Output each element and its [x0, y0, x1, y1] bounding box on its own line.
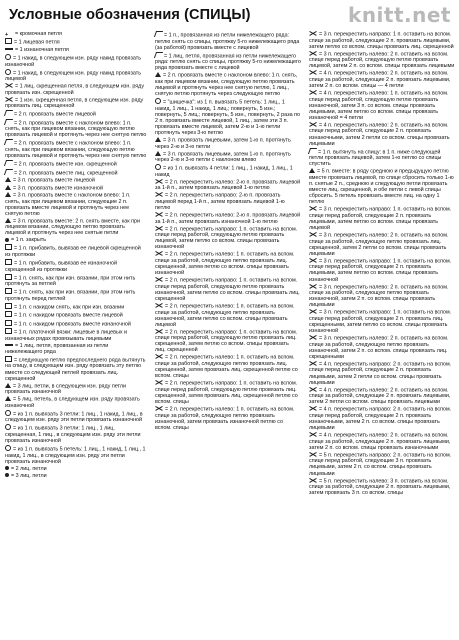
legend-text: = 2 п. перекрестить налево: 2-ю п. провязать лицевой за 1-й п., затем провязать изнаночной 1-ю петлю [155, 212, 301, 225]
legend-text: = 1 лиц. петля, провязанная из петли нижележащего ряда [5, 342, 109, 355]
legend-entry [309, 122, 455, 147]
legend-entry [5, 343, 147, 355]
legend-entry [5, 466, 147, 472]
legend-entry [5, 445, 147, 465]
legend-entry [5, 69, 147, 83]
legend-text: = 1 п. вытянуть на спицу: в 1 п. ниже следующей петли провязать лицевой, затем 1-ю петлю со спицы спустить [309, 149, 442, 168]
legend-text: = 3 п. перекрестить направо: 1 п. оставить на вспом. спице перед работой, следующие 2 п. провязать лицевыми, затем петлю со вспом. спицы провязать изнаночной [309, 258, 452, 283]
legend-text: = 2 п. перекрестить налево: 1 п. оставить на вспом. спице за работой, следующую петлю провязать лиц. скрещенной, затем петлю со вспом. спицы провязать изнаночной [155, 251, 295, 277]
stitch-symbol-icon [155, 212, 163, 217]
legend-entry [155, 137, 301, 150]
stitch-symbol-icon: + [5, 31, 9, 38]
stitch-symbol-icon [5, 288, 12, 294]
legend-text: = 4 п. перекрестить направо: 2 п. оставить на вспом. спице перед работой, следующие 2 п. провязать изнаночными, затем 2 п. со вспом. спицы провязать лицевыми [309, 406, 452, 432]
legend-text: = 3 п. перекрестить налево: 2 п. оставить на вспом. спице за работой, следующую петлю провязать изнаночной, затем 2 п. со вспом. спицы провязать лицевыми [309, 284, 449, 309]
legend-text: = 1 п. с накидом снять, как при изн. вязании [14, 304, 125, 311]
legend-entry [309, 335, 455, 360]
stitch-symbol-icon [5, 328, 12, 334]
stitch-symbol-icon [155, 354, 163, 359]
legend-text: = 3 п. провязать вместе лицевой [13, 177, 95, 184]
stitch-symbol-icon [4, 169, 13, 175]
legend-text: = 1 п. прибавить, вывязав ее изнаночной скрещенной из протяжки [5, 260, 117, 273]
legend-entry [155, 179, 301, 192]
stitch-symbol-icon [155, 406, 163, 411]
legend-entry [5, 320, 147, 328]
legend-text: = 2 п. перекрестить направо: 1 п. оставить на вспом. спице перед работой, следующую петлю провязать лиц. скрещенной, затем петлю со вспом. спицы провязать лиц. скрещенной [155, 329, 298, 354]
legend-text: = 3 п. провязать вместе изнаночной [13, 185, 104, 192]
legend-text: = 1 п. платочной вязки: лицевые в лицевых и изнаночных рядах провязывать лицевыми [5, 329, 128, 342]
stitch-symbol-icon [5, 356, 12, 362]
stitch-symbol-icon [155, 179, 163, 184]
legend-entry [5, 356, 147, 382]
stitch-symbol-icon [155, 277, 163, 282]
stitch-symbol-icon [5, 244, 12, 250]
page-title: Условные обозначения (СПИЦЫ) [9, 7, 251, 23]
legend-entry [309, 478, 455, 497]
legend-entry [309, 148, 455, 168]
stitch-symbol-icon [5, 274, 12, 280]
stitch-symbol-icon [5, 83, 13, 88]
legend-text: = 2 п. провязать вместе с наклоном влево: 1 п. снять, как при лицевом вязании, следующую петлю провязать лицевой и протянуть через нее снятую петлю [5, 120, 147, 139]
legend-text: = 3 лиц. петли, в следующем изн. ряду петли провязать изнаночной [5, 383, 127, 396]
stitch-symbol-icon [5, 69, 11, 75]
legend-entry [309, 387, 455, 406]
legend-entry [5, 54, 147, 68]
legend-entry [5, 177, 147, 184]
legend-text: = 2 п. провязать вместе лицевой [14, 111, 96, 118]
legend-text: = 1 лиц. скрещенная петля, в следующем изн. ряду провязать изн. скрещенной [5, 83, 145, 96]
legend-text: = 4 п. перекрестить налево: 2 п. оставить на вспом. спице перед работой, следующие 2 п. провязать изнаночными, затем 2 петли со вспом. спицы провязать лицевыми [309, 122, 450, 147]
stitch-symbol-icon [309, 70, 317, 75]
legend-column-3 [309, 31, 455, 497]
legend-text: = 5 п. перекрестить налево: 3 п. оставить на вспом. спице за работой, следующие 2 п. провязать лицевыми, затем провязать 3 п. со вспом. спицы [309, 478, 451, 497]
stitch-symbol-icon [155, 164, 161, 170]
stitch-symbol-icon [5, 473, 9, 477]
legend-entry [155, 52, 301, 72]
legend-text: = 4 п. перекрестить налево: 2 п. оставить на вспом. спице за работой, следующие 2 п. провязать лицевыми, затем 2 петли со вспом. спицы провязать лицевыми [309, 387, 451, 406]
legend-entry [155, 31, 301, 51]
legend-entry [309, 432, 455, 451]
legend-entry [5, 396, 147, 409]
stitch-symbol-icon [5, 396, 11, 401]
legend-entry [5, 119, 147, 139]
stitch-symbol-icon [309, 432, 317, 437]
stitch-symbol-icon [5, 410, 11, 416]
stitch-symbol-icon [309, 361, 317, 366]
legend-text: = 2 п. перекрестить направо: 1 п. оставить на вспом. спице перед работой, следующую петлю провязать лиц. скрещенной, затем провязать лиц. скрещенной петлю со вспом. спицы [155, 380, 298, 405]
legend-text: = 2 п. перекрестить налево: 1 п. оставить на вспом. спице за работой, следующую петлю провязать лиц. скрещенной, затем провязать лиц. скрещенной петлю со вспом. спицы [155, 354, 298, 380]
legend-entry [5, 110, 147, 118]
stitch-symbol-icon [309, 478, 317, 483]
legend-text: = из 1 п. вывязать 3 петли: 1 лиц., 1 лиц. скрещенная, 1 лиц., в следующем изн. ряду эти петли провязать изнаночной [5, 425, 141, 445]
legend-entry [5, 311, 147, 319]
legend-entry [155, 98, 301, 136]
legend-text: = 1 изн. скрещенная петля, в следующем изн. ряду провязать лиц. скрещенной [5, 97, 144, 110]
stitch-symbol-icon [309, 309, 317, 314]
legend-entry [309, 31, 455, 50]
legend-entry [5, 185, 147, 192]
legend-text: = 1 п. прибавить, вывязав ее лицевой скрещенной из протяжки [5, 245, 141, 259]
stitch-symbol-icon [5, 48, 13, 50]
legend-entry [5, 169, 147, 177]
stitch-symbol-icon [5, 259, 12, 265]
stitch-symbol-icon [309, 31, 317, 36]
legend-text: = 4 п. перекрестить налево: 2 п. оставить на вспом. спице за работой, следующие 2 п. провязать лицевыми, затем 2 п. со вспом. спицы провязать изнаночными [309, 432, 451, 451]
header [0, 0, 459, 27]
stitch-symbol-icon [309, 51, 317, 56]
legend-entry [155, 303, 301, 328]
stitch-symbol-icon [309, 284, 317, 289]
legend-entry [5, 47, 147, 53]
stitch-symbol-icon [309, 122, 317, 127]
legend-entry [309, 51, 455, 70]
legend-entry [309, 309, 455, 334]
stitch-symbol-icon [5, 38, 12, 44]
stitch-symbol-icon [5, 238, 9, 242]
legend-entry [309, 206, 455, 231]
legend-text: = следующую петлю предпоследнего ряда вытянуть на спицу, в следующем изн. ряду провязать эту петлю вместе со следующей петлей провязать лиц. скрещенной [5, 357, 146, 382]
stitch-symbol-icon [309, 168, 315, 173]
legend-entry [155, 226, 301, 251]
legend-entry [155, 151, 301, 164]
legend-entry [5, 38, 147, 46]
legend-text: = 1 п. снять, как при изн. вязании, при этом нить протянуть перед петлей [5, 289, 136, 302]
legend-text: = 3 п. перекрестить налево: 2 п. оставить на вспом. спице перед работой, следующую петлю провязать лицевой, затем 2 п. со вспом. спицы провязать лицевыми [309, 51, 455, 70]
legend-text: = 1 п. с накидом провязать вместе лицевой [14, 312, 123, 319]
legend-text: = 3 п. провязать вместе с наклоном влево: 1 п. снять, как при лицевом вязании, следующие 2 п. провязать вместе лицевой и протянуть через нее снятую петлю [5, 192, 131, 217]
legend-text: = 2 п. перекрестить направо: 1 п. оставить на вспом. спице перед работой, следующую петлю провязать изнаночной, затем петлю со вспом. спицы провязать лиц. скрещенной [155, 277, 300, 302]
legend-text: = 3 п. перекрестить направо: 1 п. оставить на вспом. спице перед работой, следующие 2 п. провязать лиц. скрещенными, затем петлю со вспом. спицы провязать изнаночной [309, 309, 452, 335]
legend-entry [5, 274, 147, 288]
legend-entry [5, 31, 147, 38]
legend-text: = 5 п. вместе: в ряду среднюю и предыдущую петлю вместе провязать лицевой, по спице сбросить только 1-ю п. снятые 2 п., среднюю и следующую петли провязать вместе лиц. скрещенной, и обе петли с левой спицы сбросить. 5 петель провязать вместе лиц. на одну 1 петлю [309, 168, 454, 206]
legend-entry [309, 284, 455, 309]
legend-text: = 1 лицевая петля [14, 39, 60, 46]
legend-text: = 2 п. перекрестить налево: 1 п. оставить на вспом. спице за работой, следующую петлю провязать изнаночной, затем петлю со вспом. спицы провязать лицевой [155, 303, 295, 328]
stitch-symbol-icon [309, 335, 317, 340]
legend-text: = 1 лиц. петля, провязанная из петли нижележащего ряда: петлю снять со спицы, протяжку 5-го нижележащего ряда провязать вместе с лицевой [155, 53, 301, 72]
legend-entry [155, 164, 301, 178]
legend-entry [155, 72, 301, 97]
legend-entry [5, 218, 147, 237]
stitch-symbol-icon [309, 406, 317, 411]
legend-text: = 2 п. провязать вместе изн. скрещенной [14, 161, 117, 168]
legend-entry [155, 212, 301, 225]
stitch-symbol-icon [154, 52, 163, 58]
stitch-symbol-icon [5, 424, 11, 430]
legend-entry [309, 452, 455, 477]
legend-entry [309, 168, 455, 205]
stitch-symbol-icon [309, 206, 317, 211]
legend-entry [309, 406, 455, 431]
legend-text: = 2 п. провязать вместе лиц. скрещенной [14, 170, 118, 177]
legend-text: = 3 п. перекрестить налево: 2 п. оставить на вспом. спице за работой, следующую петлю провязать изнаночной, затем 2 п. со вспом. спицы провязать лиц. скрещенными [309, 335, 449, 360]
legend-entry [5, 192, 147, 217]
legend-entry [5, 259, 147, 273]
legend-text: = 2 п. перекрестить направо: 2-ю п. провязать лицевой перед 1-й п., затем провязать лицевой 1-ю петлю [155, 192, 285, 212]
legend-entry [309, 232, 455, 257]
legend-text: = из 1 п. вывязать 5 петель: 1 лиц., 1 накид, 1 лиц., 1 накид, 1 лиц., в следующем изн. ряду эти петли провязать изнаночной [5, 446, 146, 465]
legend-entry [155, 192, 301, 211]
legend-text: = 4 п. перекрестить налево: 2 п. оставить на вспом. спице за работой, следующие 2 п. провязать лицевыми, затем 2 п. со вспом. спицы — 4 петли [309, 70, 451, 90]
legend-entry [5, 244, 147, 258]
stitch-symbol-icon [309, 90, 317, 95]
legend-text: = 2 п. перекрестить налево: 2-ю п. провязать лицевой за 1-й п., затем провязать лицевой 1-ю петлю [155, 179, 301, 192]
stitch-symbol-icon [155, 72, 161, 77]
legend-entry [155, 277, 301, 302]
stitch-symbol-icon [5, 218, 11, 223]
legend-entry [155, 354, 301, 379]
legend-text: = 3 п. провязать лицевыми, затем 1-ю п. протянуть через 2-ю и 3-ю петли [155, 137, 291, 150]
legend-entry [309, 258, 455, 283]
stitch-symbol-icon [5, 311, 12, 317]
stitch-symbol-icon [4, 110, 13, 116]
legend-text: = из 1 п. вывязать 4 петли: 1 лиц., 1 накид, 1 лиц., 1 накид [155, 165, 293, 178]
legend-entry [5, 473, 147, 479]
legend-text: = 2 п. перекрестить налево: 1 п. оставить на вспом. спице за работой, следующую петлю провязать изнаночной, затем провязать изнаночной петлю со вспом. спицы [155, 406, 295, 431]
stitch-symbol-icon [155, 380, 163, 385]
legend-entry [5, 139, 147, 159]
stitch-symbol-icon [309, 387, 317, 392]
legend-text: = 4 п. перекрестить направо: 2 п. оставить на вспом. спице перед работой, следующие 2 п. провязать лицевыми, затем 2 петли со вспом. спицы провязать лицевыми [309, 361, 452, 386]
legend-text: = 1 п. закрыть [11, 237, 47, 244]
stitch-symbol-icon [5, 303, 12, 309]
stitch-symbol-icon [4, 160, 13, 166]
site-watermark: knitt.net [348, 3, 451, 27]
legend-text: = 4 п. перекрестить налево: 1 п. оставить на вспом. спице перед работой, следующую петлю провязать изнаночной, затем 3 п. со вспом. спицы провязать лицевыми, затем петлю со вспом. спицы провязать изнаночной = 4 петли [309, 90, 449, 121]
legend-text: = 2 лиц. петли [11, 465, 47, 472]
legend-text: = 3 п. перекрестить направо: 1 п. оставить на вспом. спице перед работой, следующие 2 п. провязать лицевыми, затем петлю со вспом. спицы провязать лицевой [309, 206, 452, 232]
stitch-symbol-icon [155, 226, 163, 231]
legend-text: = 3 лиц. петли [11, 472, 47, 479]
stitch-symbol-icon [5, 192, 11, 197]
legend-entry [5, 237, 147, 243]
stitch-symbol-icon [154, 31, 163, 37]
legend-text: = 3 п. перекрестить направо: 1 п. оставить на вспом. спице за работой, следующие 2 п. провязать лицевыми, затем петлю со вспом. спицы провязать лиц. скрещенной [309, 31, 454, 50]
legend-entry [5, 328, 147, 342]
stitch-symbol-icon [5, 445, 11, 451]
legend-text: = 2 п. провязать вместе с наклоном влево: 1 п. снять, как при лицевом вязании, следующую петлю провязать лицевой и протянуть через нее снятую петлю, 1 лиц., снятую петлю протянуть через следующую петлю [155, 72, 298, 98]
stitch-symbol-icon [155, 137, 161, 142]
stitch-symbol-icon [309, 452, 317, 457]
legend-text: = из 1 п. вывязать 3 петли: 1 лиц., 1 накид, 1 лиц., в следующем изн. ряду эти петли провязать изнаночной [5, 411, 143, 424]
legend-entry [5, 288, 147, 302]
legend-text: = кромочная петля [15, 31, 62, 37]
legend-entry [5, 424, 147, 444]
legend-entry [5, 160, 147, 168]
stitch-symbol-icon [155, 98, 161, 104]
stitch-symbol-icon [4, 119, 13, 125]
stitch-symbol-icon [155, 329, 163, 334]
legend-entry [155, 329, 301, 354]
legend-text: = 5 п. перекрестить направо: 2 п. оставить на вспом. спице перед работой, следующие 3 п. провязать лицевыми, затем 2 п. со вспом. спицы провязать лицевыми [309, 452, 452, 477]
legend-text: = 3 п. провязать лицевыми, затем 1-ю п. протянуть через 2-ю и 3-ю петли с наклоном влево [155, 151, 291, 164]
legend-text: = 2 п. перекрестить направо: 1 п. оставить на вспом. спице перед работой, следующую петлю провязать лицевой, затем петлю со вспом. спицы провязать изнаночной [155, 226, 298, 251]
legend-entry [309, 70, 455, 89]
legend-entry [5, 83, 147, 96]
stitch-symbol-icon [308, 148, 317, 154]
stitch-symbol-icon [309, 232, 317, 237]
stitch-symbol-icon [5, 54, 11, 60]
legend-entry [5, 383, 147, 396]
stitch-symbol-icon [5, 466, 9, 470]
stitch-symbol-icon [5, 344, 13, 346]
legend-entry [155, 380, 301, 405]
legend-entry [309, 361, 455, 386]
legend-text: = 3 п. перекрестить налево: 2 п. оставить на вспом. спице за работой, следующую петлю провязать лиц. скрещенной, затем 2 петли со вспом. спицы провязать лицевыми [309, 232, 449, 257]
legend-column-1 [5, 31, 147, 480]
stitch-symbol-icon [155, 151, 161, 156]
stitch-symbol-icon [155, 251, 163, 256]
legend-entry [155, 251, 301, 276]
legend-text: = 1 п. снять, как при изн. вязании, при этом нить протянуть за петлей [5, 275, 136, 288]
legend-text: = 1 п., провязанная из петли нижележащего ряда: петлю снять со спицы, протяжку 5-го нижележащего ряда (за работой) провязать вместе с лицевой [155, 32, 300, 51]
legend-text: = "шишечка": из 1 п. вывязать 5 петель: 1 лиц., 1 накид, 1 лиц., 1 накид, 1 лиц.; повернуть, 5 изн.; повернуть, 5 лиц.; повернуть, 5 изн., повернуть, 2 раза по 2 п. провязать вместе лицевой, 1 лиц., затем эти 3 п. провязать вместе лицевой, затем 2-ю и 1-ю петли протянуть через 3-ю петлю [155, 99, 300, 137]
stitch-symbol-icon [155, 303, 163, 308]
stitch-symbol-icon [155, 192, 163, 197]
legend-entry [5, 97, 147, 110]
legend-entry [309, 90, 455, 121]
legend-text: = 1 накид, в следующем изн. ряду накид провязать лицевой [5, 70, 142, 83]
legend-text: = 1 накид, в следующем изн. ряду накид провязать изнаночной [5, 55, 142, 68]
legend-entry [5, 303, 147, 311]
legend-text: = 2 п. провязать вместе с наклоном влево: 1 п. снять, как при лицевом вязании, следующую петлю провязать лицевой и протянуть через нее снятую петлю [5, 140, 147, 160]
stitch-symbol-icon [309, 258, 317, 263]
legend-column-2 [155, 31, 301, 432]
stitch-symbol-icon [5, 97, 13, 102]
stitch-symbol-icon [4, 139, 13, 145]
legend-entry [5, 410, 147, 424]
legend-text: = 1 изнаночная петля [15, 46, 69, 53]
legend-text: = 3 п. провязать вместе: 2 п. снять вместе, как при лицевом вязании, следующую петлю провязать лицевой и протянуть через нее снятые петли [5, 218, 141, 237]
stitch-symbol-icon [5, 320, 12, 326]
legend-text: = 5 лиц. петель, в следующем изн. ряду провязать изнаночной [5, 396, 140, 409]
legend-entry [155, 406, 301, 431]
stitch-symbol-icon [5, 185, 11, 190]
legend-text: = 1 п. с накидом провязать вместе изнаночной [14, 321, 131, 328]
stitch-symbol-icon [5, 177, 11, 182]
stitch-symbol-icon [5, 383, 11, 388]
